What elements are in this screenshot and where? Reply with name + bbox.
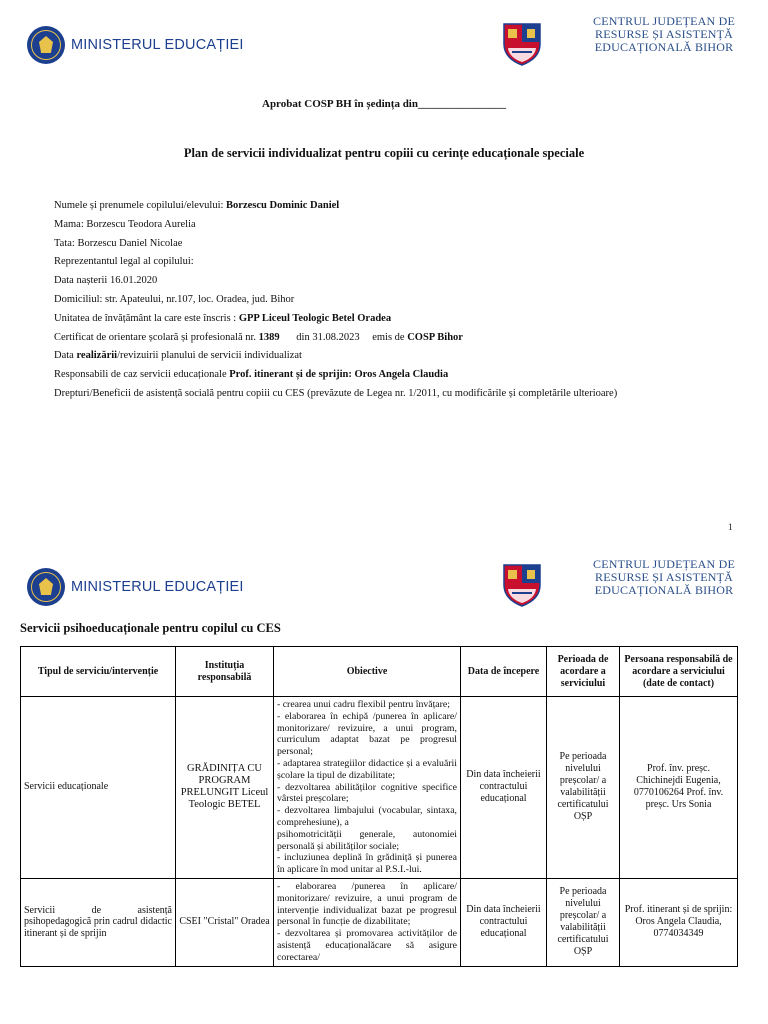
plan-date-field: Data realizării/revizuirii planului de servicii individualizat xyxy=(54,350,302,362)
ministry-logo xyxy=(27,568,244,606)
page-number: 1 xyxy=(728,522,733,532)
header-responsible: Persoana responsabilă de acordare a serviciului (date de contact) xyxy=(620,647,738,697)
header-start-date: Data de începere xyxy=(461,647,547,697)
social-rights-field: Drepturi/Beneficii de asistență socială pentru copiii cu CES (prevăzute de Legea nr. 1/2011, cu modificările și completările ulterioare) xyxy=(54,387,618,399)
document-page-2 xyxy=(0,548,768,1024)
romania-coat-of-arms-icon xyxy=(27,26,65,64)
table-header-row xyxy=(21,647,738,697)
responsible-cell: Prof. înv. preșc. Chichinejdi Eugenia, 0770106264 Prof. înv. preșc. Urs Sonia xyxy=(620,697,738,879)
cjrae-crest-icon xyxy=(502,563,542,607)
service-type-cell: Servicii de asistență psihopedagogică prin cadrul didactic itinerant și de sprijin xyxy=(21,878,176,966)
center-name: CENTRUL JUDEȚEAN DE RESURSE ȘI ASISTENȚĂ EDUCAȚIONALĂ BIHOR xyxy=(592,557,735,597)
case-manager-field: Responsabili de caz servicii educaționale Prof. itinerant și de sprijin: Oros Angela Claudia xyxy=(54,369,449,381)
table-row xyxy=(21,697,738,879)
child-name-field: Numele și prenumele copilului/elevului: Borzescu Dominic Daniel xyxy=(54,200,340,211)
start-date-cell: Din data încheierii contractului educațional xyxy=(461,878,547,966)
child-info-fields xyxy=(54,199,754,406)
period-cell: Pe perioada nivelului preșcolar/ a valabilității certificatului OȘP xyxy=(547,697,620,879)
institution-cell: GRĂDINIȚA CU PROGRAM PRELUNGIT Liceul Teologic BETEL xyxy=(176,697,274,879)
approval-line: Aprobat COSP BH în ședința din________________ xyxy=(262,98,506,110)
header-service-type: Tipul de serviciu/intervenție xyxy=(21,647,176,697)
objectives-cell: - elaborarea /punerea în aplicare/ monitorizare/ revizuire, a unui program de intervenție individualizat bazat pe progresul personal în funcție de dizabilitate; - dezvoltarea și promovarea activităților de asistență educaționalăcare să asigure corectarea/ xyxy=(274,878,461,966)
responsible-cell: Prof. itinerant și de sprijin: Oros Angela Claudia, 0774034349 xyxy=(620,878,738,966)
father-field: Tata: Borzescu Daniel Nicolae xyxy=(54,237,183,249)
service-type-cell: Servicii educaționale xyxy=(21,697,176,879)
institution-cell: CSEI "Cristal" Oradea xyxy=(176,878,274,966)
cjrae-crest-icon xyxy=(502,22,542,66)
header-objectives: Obiective xyxy=(274,647,461,697)
header-period: Perioada de acordare a serviciului xyxy=(547,647,620,697)
mother-field: Mama: Borzescu Teodora Aurelia xyxy=(54,218,196,230)
start-date-cell: Din data încheierii contractului educațional xyxy=(461,697,547,879)
legal-representative-field: Reprezentantul legal al copilului: xyxy=(54,256,194,268)
ministry-name: MINISTERUL EDUCAȚIEI xyxy=(71,579,244,595)
school-field: Unitatea de învățământ la care este înscris : GPP Liceul Teologic Betel Oradea xyxy=(54,312,392,324)
plan-title: Plan de servicii individualizat pentru copiii cu cerințe educaționale speciale xyxy=(183,146,585,160)
table-row xyxy=(21,878,738,966)
section-title: Servicii psihoeducaționale pentru copilul cu CES xyxy=(20,621,281,635)
header-institution: Instituția responsabilă xyxy=(176,647,274,697)
period-cell: Pe perioada nivelului preșcolar/ a valabilității certificatului OȘP xyxy=(547,878,620,966)
objectives-cell: - crearea unui cadru flexibil pentru învățare; - elaborarea în echipă /punerea în aplicare/ monitorizare/ revizuire, a unui program, curriculum adaptat bazat pe progresul personal; - adaptarea strategiilor didactice și a evaluării școlare la tipul de dizabilitate; - dezvoltarea abilităților cognitive specifice vârstei preșcolare; - dezvoltarea limbajului (vocabular, sintaxa, comprehesiune), a psihomotricității generale, autonomiei personală și abilităților sociale; - incluziunea deplină în grădiniță și punerea în aplicare în mod unitar al P.S.I.-lui. xyxy=(274,697,461,879)
romania-coat-of-arms-icon xyxy=(27,568,65,606)
ministry-logo xyxy=(27,26,244,64)
services-table xyxy=(20,646,738,967)
birth-date-field: Data nașterii 16.01.2020 xyxy=(54,275,158,287)
center-name: CENTRUL JUDEȚEAN DE RESURSE ȘI ASISTENȚĂ EDUCAȚIONALĂ BIHOR xyxy=(592,14,735,54)
address-field: Domiciliul: str. Apateului, nr.107, loc. Oradea, jud. Bihor xyxy=(54,293,295,305)
certificate-field: Certificat de orientare școlară și profesională nr. 1389 din 31.08.2023 emis de COSP Bihor xyxy=(54,331,463,343)
ministry-name: MINISTERUL EDUCAȚIEI xyxy=(71,37,244,53)
